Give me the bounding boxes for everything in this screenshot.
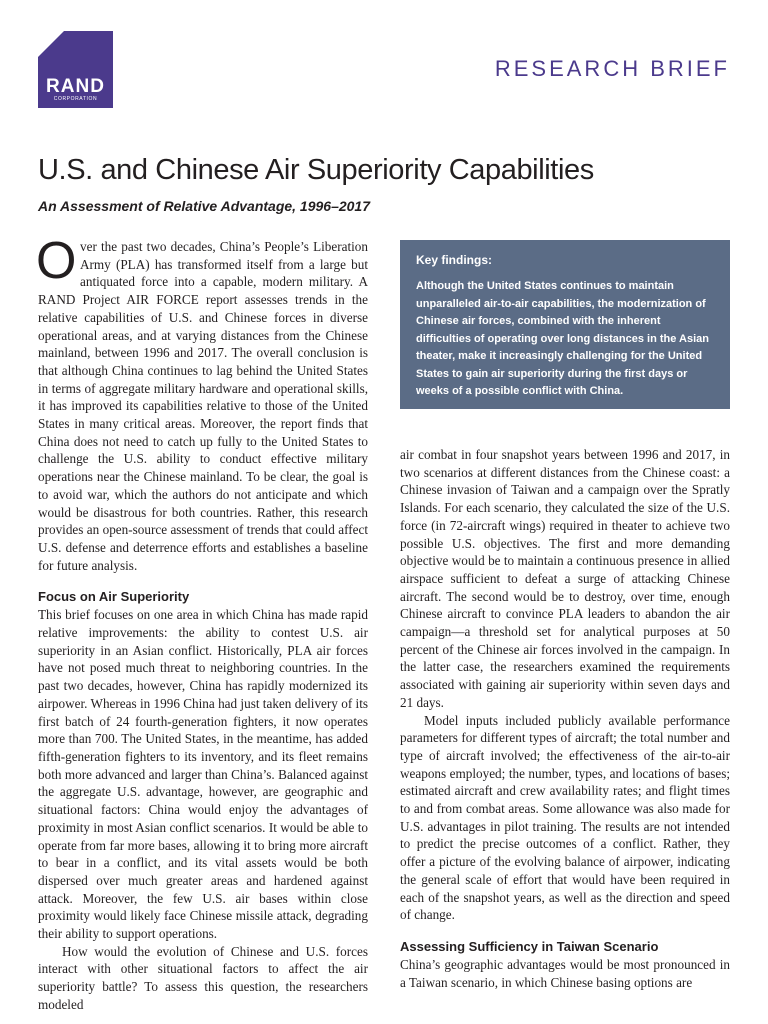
intro-paragraph — [36, 232, 368, 574]
intro-text: ver the past two decades, China’s People’s Liberation Army (PLA) has transformed itself from a large but antiquated force into a capable, modern military. A RAND Project AIR FORCE report assesses trends in the relative capabilities of U.S. and Chinese forces in diverse operational areas, and at varying distances from the Chinese mainland, between 1996 and 2017. The overall conclusion is that although China continues to lag behind the United States in terms of aggregate military hardware and operational skills, it has improved its capabilities relative to those of the United States in many critical areas. Moreover, the report finds that China does not need to catch up fully to the United States to challenge the U.S. ability to conduct effective military operations near the Chinese mainland. To be clear, the goal is to avoid war, which the authors do not anticipate and which would be disastrous for both countries. Rather, this research provides an open-source assessment of trends that could affect U.S. defense and deterrence efforts and establishes a baseline for future analysis. — [38, 239, 368, 573]
rand-logo — [38, 31, 113, 108]
page-subtitle: An Assessment of Relative Advantage, 1996–2017 — [38, 198, 371, 214]
section-heading-air-superiority: Focus on Air Superiority — [38, 589, 190, 605]
key-findings-text: Although the United States continues to maintain unparalleled air-to-air capabilities, the modernization of Chinese air forces, combined with the inherent difficulties of operating over long distances in the Asian theater, make it increasingly challenging for the United States to gain air superiority during the first days or weeks of a possible conflict with China. — [416, 280, 709, 397]
drop-cap: O — [36, 232, 77, 290]
page-title: U.S. and Chinese Air Superiority Capabilities — [38, 154, 594, 186]
logo-corner-cut — [38, 31, 64, 57]
logo-wordmark: RAND — [46, 76, 105, 97]
key-findings-box — [400, 240, 730, 409]
key-findings-heading: Key findings: — [416, 253, 493, 267]
section1-paragraph-2: How would the evolution of Chinese and U.S. forces interact with other situational factors to affect the air superiority battle? To assess this question, the researchers modeled — [38, 943, 368, 1012]
right-column — [400, 446, 730, 991]
section2-paragraph-1: China’s geographic advantages would be most pronounced in a Taiwan scenario, in which Chinese basing options are — [400, 956, 730, 990]
left-column — [36, 232, 368, 1014]
section1-paragraph-3: Model inputs included publicly available performance parameters for different types of aircraft; the total number and type of aircraft involved; the effectiveness of the air-to-air weapons employed; the number, types, and locations of bases; estimated aircraft and crew availability rates; and flight times to and from combat areas. Some allowance was also made for U.S. advantages in pilot training. The results are not intended to predict the precise outcomes of a conflict. Rather, they offer a picture of the evolving balance of airpower, indicating the general scale of effort that would have been required in each of the snapshot years, as well as the direction and speed of change. — [400, 712, 730, 923]
section1-paragraph-1: This brief focuses on one area in which China has made rapid relative improvements: the ability to contest U.S. air superiority in an Asian conflict. Historically, PLA air forces have not posed much threat to neighboring countries. In the past two decades, however, China has rapidly modernized its airpower. Whereas in 1996 China had just taken delivery of its first batch of 24 fourth-generation fighters, it now operates more than 700. The United States, in the meantime, has added fifth-generation fighters to its inventory, and its fleet remains both more advanced and larger than China’s. Balanced against the aggregate U.S. advantage, however, are geographic and situational factors: China would enjoy the advantages of proximity in most Asian conflict scenarios. It would be able to operate from far more bases, allowing it to bring more aircraft to bear in a conflict, and its vital assets would be both dispersed over much greater areas and hardened against attack. Moreover, the few U.S. air bases within close proximity would likely face Chinese missile attack, degrading their ability to support operations. — [38, 607, 368, 942]
section-heading-taiwan: Assessing Sufficiency in Taiwan Scenario — [400, 938, 659, 954]
research-brief-label: RESEARCH BRIEF — [494, 56, 730, 81]
logo-subtitle: CORPORATION — [53, 96, 98, 102]
section1-paragraph-2-continued: air combat in four snapshot years between 1996 and 2017, in two scenarios at different distances from the Chinese coast: a Chinese invasion of Taiwan and a campaign over the Spratly Islands. For each scenario, they calculated the size of the U.S. force (in 72-aircraft wings) required in theater to achieve two possible U.S. objectives. The first and more demanding objective would be to maintain a continuous presence in allied airspace sufficient to defeat a surge of attacking Chinese aircraft. The second would be to destroy, over time, enough Chinese aircraft to convince PLA leaders to abandon the air campaign—a threshold set for analytical purposes at 50 percent of the Chinese air forces involved in the campaign. In the latter case, the researchers examined the requirements associated with gaining air superiority within seven days and 21 days. — [400, 447, 730, 710]
